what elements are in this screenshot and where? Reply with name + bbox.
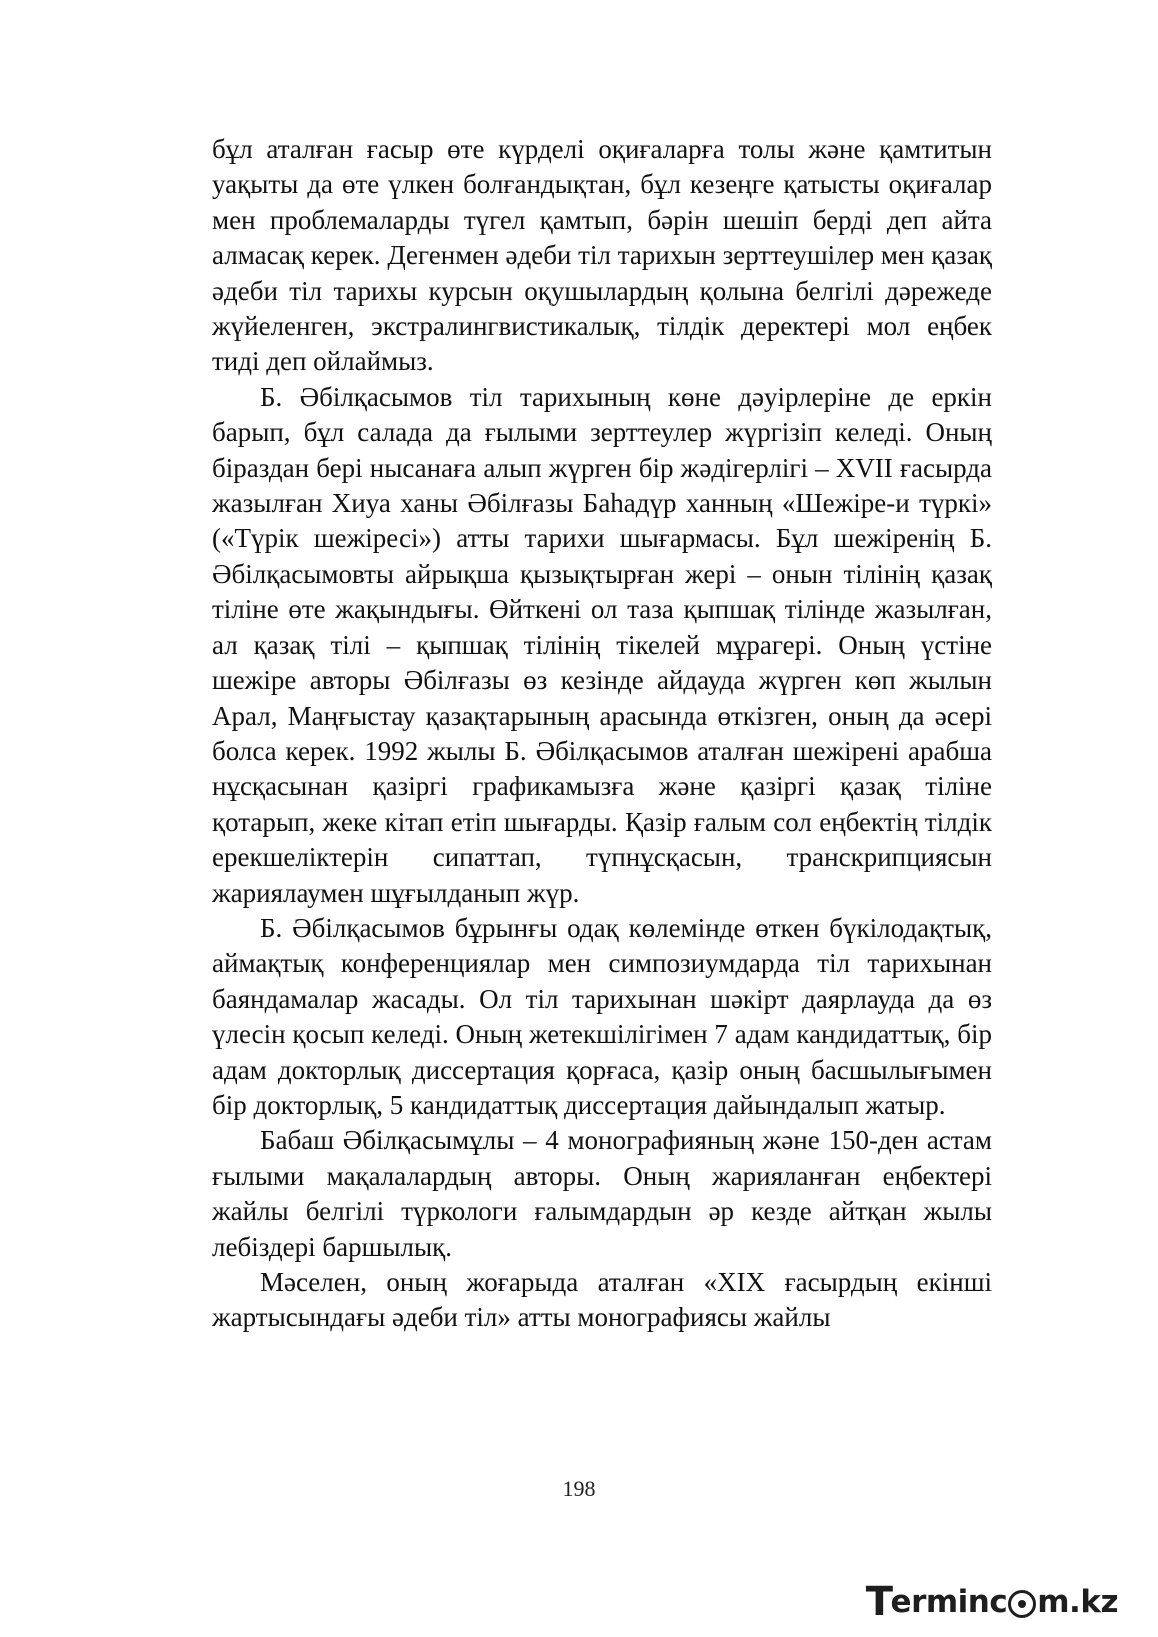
paragraph: Мәселен, оның жоғарыда аталған «XIX ғасырдың екінші жартысындағы әдеби тіл» атты монографиясы жайлы [212, 1267, 992, 1333]
paragraph: бұл аталған ғасыр өте күрделі оқиғаларға толы және қамтитын уақыты да өте үлкен болғандықтан, бұл кезеңге қатысты оқиғалар мен проблемаларды түгел қамтып, бәрін шешіп берді деп айта алмасақ керек. Дегенмен әдеби тіл тарихын зерттеушілер мен қазақ әдеби тіл тарихы курсын оқушылардың қолына белгілі дәрежеде жүйеленген, экстралингвистикалық, тілдік деректері мол еңбек тиді деп ойлаймыз. [212, 134, 992, 377]
watermark-text-part3: m.kz [1037, 1584, 1118, 1620]
paragraph: Б. Әбілқасымов бұрынғы одақ көлемінде өткен бүкілодақтық, аймақтық конференциялар мен симпозиумдарда тіл тарихынан баяндамалар жасады. Ол тіл тарихынан шәкірт даярлауда да өз үлесін қосып келеді. Оның жетекшілігімен 7 адам кандидаттық, бір адам докторлық диссертация қорғаса, қазір оның басшылығымен бір докторлық, 5 кандидаттық диссертация дайындалып жатыр. [212, 912, 992, 1120]
watermark-text-part1: ermin [890, 1584, 990, 1620]
paragraph: Бабаш Әбілқасымұлы – 4 монографияның және 150-ден астам ғылыми мақалалардың авторы. Оның жарияланған еңбектері жайлы белгілі түркологи ғалымдардын әр кезде айтқан жылы лебіздері баршылық. [212, 1125, 992, 1262]
watermark-t-letter: T [865, 1579, 893, 1625]
paragraph: Б. Әбілқасымов тіл тарихының көне дәуірлеріне де еркін барып, бұл салада да ғылыми зерттеулер жүргізіп келеді. Оның біраздан бері нысанаға алып жүрген бір жәдігерлігі – XVII ғасырда жазылған Хиуа ханы Әбілғазы Баһадүр ханның «Шежіре-и түркі» («Түрік шежіресі») атты тарихи шығармасы. Бұл шежіренің Б. Әбілқасымовты айрықша қызықтырған жері – онын тілінің қазақ тіліне өте жақындығы. Өйткені ол таза қыпшақ тілінде жазылған, ал қазақ тілі – қыпшақ тілінің тікелей мұрагері. Оның үстіне шежіре авторы Әбілғазы өз кезінде айдауда жүрген көп жылын Арал, Маңғыстау қазақтарының арасында өткізген, оның да әсері болса керек. 1992 жылы Б. Әбілқасымов аталған шежірені арабша нұсқасынан қазіргі графикамызға және қазіргі қазақ тіліне қотарып, жеке кітап етіп шығарды. Қазір ғалым сол еңбектің тілдік ерекшеліктерін сипаттап, түпнұсқасын, транскрипциясын жариялаумен шұғылданып жүр. [212, 381, 992, 908]
site-watermark-logo [865, 1579, 1118, 1625]
watermark-text-part2: c [989, 1584, 1008, 1620]
watermark-o-icon [1008, 1590, 1036, 1618]
document-body [212, 132, 992, 1336]
page-number: 198 [562, 1476, 596, 1501]
